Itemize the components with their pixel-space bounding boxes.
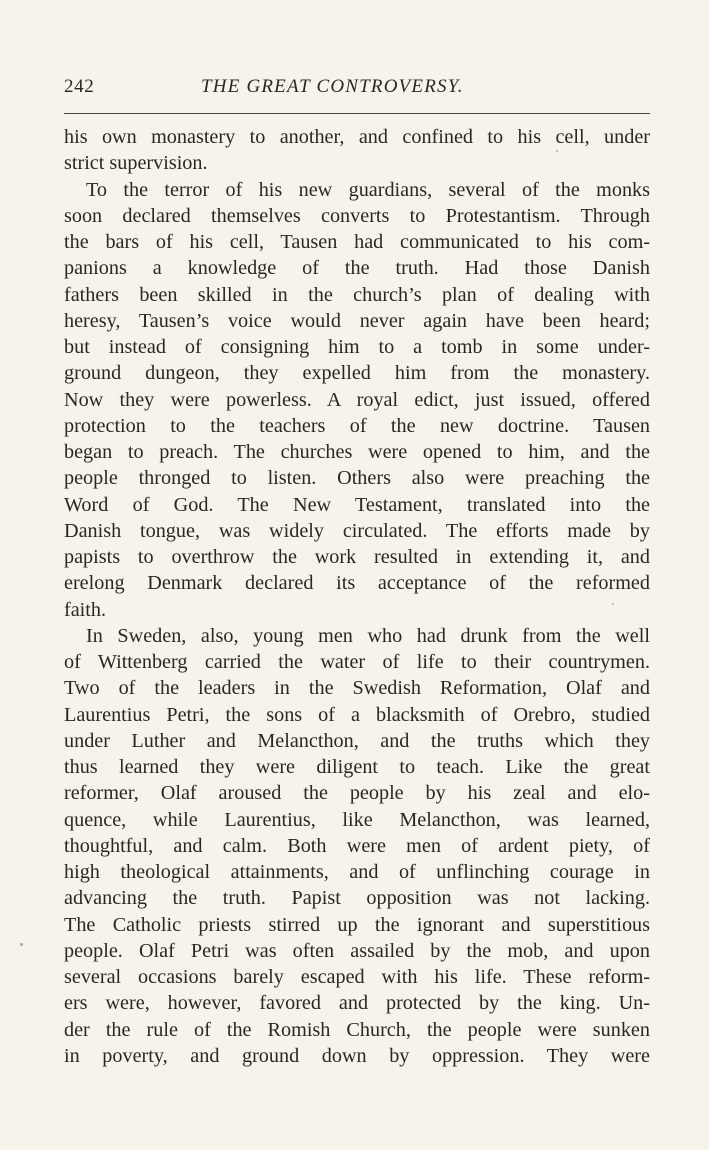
text-line: Laurentius Petri, the sons of a blacksmith of Orebro, studied: [64, 703, 650, 726]
text-line: Two of the leaders in the Swedish Reformation, Olaf and: [64, 677, 650, 700]
text-line: heresy, Tausen’s voice would never again have been heard;: [64, 309, 650, 332]
text-line: thus learned they were diligent to teach. Like the great: [64, 756, 650, 778]
text-line: high theological attainments, and of unflinching courage in: [64, 861, 650, 883]
text-line: in poverty, and ground down by oppression. They were: [64, 1044, 650, 1067]
text-line: fathers been skilled in the church’s plan of dealing with: [64, 283, 650, 306]
running-title: THE GREAT CONTROVERSY.: [201, 76, 464, 97]
text-line: der the rule of the Romish Church, the people were sunken: [64, 1018, 650, 1041]
page-speck: [556, 150, 558, 152]
text-line: soon declared themselves converts to Protestantism. Through: [64, 204, 650, 227]
text-line: began to preach. The churches were opened to him, and the: [64, 441, 650, 463]
text-line: Now they were powerless. A royal edict, just issued, offered: [64, 388, 650, 411]
text-line: ground dungeon, they expelled him from the monastery.: [64, 362, 650, 385]
book-page: [64, 74, 650, 1104]
paragraph-first-line: To the terror of his new guardians, several of the monks: [86, 178, 650, 201]
text-line: under Luther and Melancthon, and the truths which they: [64, 729, 650, 752]
text-line: protection to the teachers of the new doctrine. Tausen: [64, 414, 650, 437]
text-line: several occasions barely escaped with his life. These reform-: [64, 966, 650, 988]
text-line: panions a knowledge of the truth. Had those Danish: [64, 257, 650, 280]
text-line: people thronged to listen. Others also were preaching the: [64, 467, 650, 490]
text-line: advancing the truth. Papist opposition was not lacking.: [64, 887, 650, 910]
header-rule: [64, 113, 650, 114]
page-number: 242: [64, 76, 95, 97]
text-line: Danish tongue, was widely circulated. The efforts made by: [64, 519, 650, 542]
text-line: faith.: [64, 598, 107, 621]
paragraph-first-line: In Sweden, also, young men who had drunk from the well: [86, 624, 650, 647]
text-line: The Catholic priests stirred up the ignorant and superstitious: [64, 913, 650, 936]
body-text: [64, 124, 650, 1069]
text-line: his own monastery to another, and confined to his cell, under: [64, 126, 650, 148]
text-line: people. Olaf Petri was often assailed by the mob, and upon: [64, 939, 650, 962]
text-line: but instead of consigning him to a tomb in some under-: [64, 336, 650, 358]
text-line: the bars of his cell, Tausen had communicated to his com-: [64, 231, 650, 253]
text-line: erelong Denmark declared its acceptance of the reformed: [64, 572, 650, 595]
page-speck: [20, 943, 23, 946]
text-line: reformer, Olaf aroused the people by his zeal and elo-: [64, 782, 650, 805]
text-line: papists to overthrow the work resulted in extending it, and: [64, 546, 650, 568]
text-line: strict supervision.: [64, 152, 208, 175]
page-speck: [612, 603, 614, 605]
text-line: quence, while Laurentius, like Melancthon, was learned,: [64, 808, 650, 831]
text-line: Word of God. The New Testament, translated into the: [64, 493, 650, 516]
text-line: thoughtful, and calm. Both were men of ardent piety, of: [64, 834, 650, 857]
text-line: ers were, however, favored and protected by the king. Un-: [64, 992, 650, 1015]
text-line: of Wittenberg carried the water of life to their countrymen.: [64, 651, 650, 673]
page-header: [64, 74, 650, 104]
